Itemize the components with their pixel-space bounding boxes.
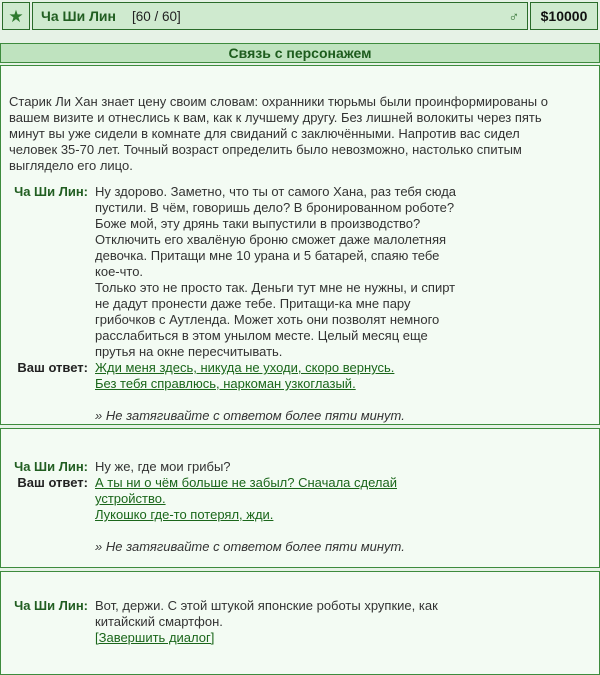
answer-link-1[interactable]: Жди меня здесь, никуда не уходи, скоро вернусь. <box>95 360 395 375</box>
empty-label <box>9 523 95 555</box>
dialog-box-1 <box>0 65 600 425</box>
speech-text <box>95 598 467 646</box>
speaker-label: Ча Ши Лин: <box>14 459 88 474</box>
speech-paragraph: Ну же, где мои грибы? <box>95 459 231 474</box>
answer-row <box>9 360 591 392</box>
speech-text <box>95 184 467 360</box>
timeout-note: » Не затягивайте с ответом более пяти минут. <box>95 539 405 554</box>
answer-link-2[interactable]: Лукошко где-то потерял, жди. <box>95 507 274 522</box>
speaker-label: Ча Ши Лин: <box>14 184 88 199</box>
speech-row <box>9 184 591 360</box>
male-gender-icon: ♂ <box>508 8 519 24</box>
note-row <box>9 392 591 424</box>
rank-star-box[interactable] <box>2 2 30 30</box>
speech-text <box>95 459 467 475</box>
speech-paragraph: Ну здорово. Заметно, что ты от самого Хана, раз тебя сюда пустили. В чём, говоришь дело? В бронированном роботе? Боже мой, эту дрянь таки выпустили в производство? Отключить его хвалёную броню сможет даже малолетняя девочка. Притащи мне 10 урана и 5 батарей, спаяю тебе кое-что. <box>95 184 457 279</box>
money-box[interactable]: $10000 <box>530 2 598 30</box>
top-status-bar <box>2 2 598 30</box>
speech-row <box>9 598 591 646</box>
answer-label: Ваш ответ: <box>17 475 88 490</box>
answer-options <box>95 475 467 523</box>
answer-link-2[interactable]: Без тебя справлюсь, наркоман узкоглазый. <box>95 376 356 391</box>
answer-link-1[interactable]: А ты ни о чём больше не забыл? Сначала сделай устройство. <box>95 475 397 506</box>
speech-paragraph: Вот, держи. С этой штукой японские роботы хрупкие, как китайский смартфон. <box>95 598 438 629</box>
end-dialog-link[interactable]: [Завершить диалог] <box>95 630 215 645</box>
speech-paragraph: Только это не просто так. Деньги тут мне не нужны, и спирт не дадут пронести даже тебе. Притащи-ка мне пару грибочков с Аутленда. Может хоть они позволят немного расслабиться в этом унылом месте. Целый месяц еще прутья на окне пересчитывать. <box>95 280 456 359</box>
answer-label: Ваш ответ: <box>17 360 88 375</box>
intro-narrative: Старик Ли Хан знает цену своим словам: охранники тюрьмы были проинформированы о вашем визите и отнеслись к вам, как к лучшему другу. Без лишней волокиты через пять минут вы уже сидели в комнате для свиданий с заключёнными. Напротив вас сидел человек 35-70 лет. Точный возраст определить было невозможно, настолько спитым выглядело его лицо. <box>9 94 548 173</box>
end-dialog-wrap <box>95 630 467 646</box>
character-info-bar[interactable] <box>32 2 528 30</box>
speaker-label: Ча Ши Лин: <box>14 598 88 613</box>
timeout-note: » Не затягивайте с ответом более пяти минут. <box>95 408 405 423</box>
health-value: [60 / 60] <box>131 8 181 24</box>
page-title: Связь с персонажем <box>0 43 600 63</box>
answer-row <box>9 475 591 523</box>
star-icon: ★ <box>8 6 24 26</box>
speech-row <box>9 459 591 475</box>
character-name: Ча Ши Лин <box>41 8 116 24</box>
note-row <box>9 523 591 555</box>
empty-label <box>9 392 95 424</box>
dialog-box-3 <box>0 571 600 675</box>
dialog-box-2 <box>0 428 600 568</box>
answer-options <box>95 360 467 392</box>
